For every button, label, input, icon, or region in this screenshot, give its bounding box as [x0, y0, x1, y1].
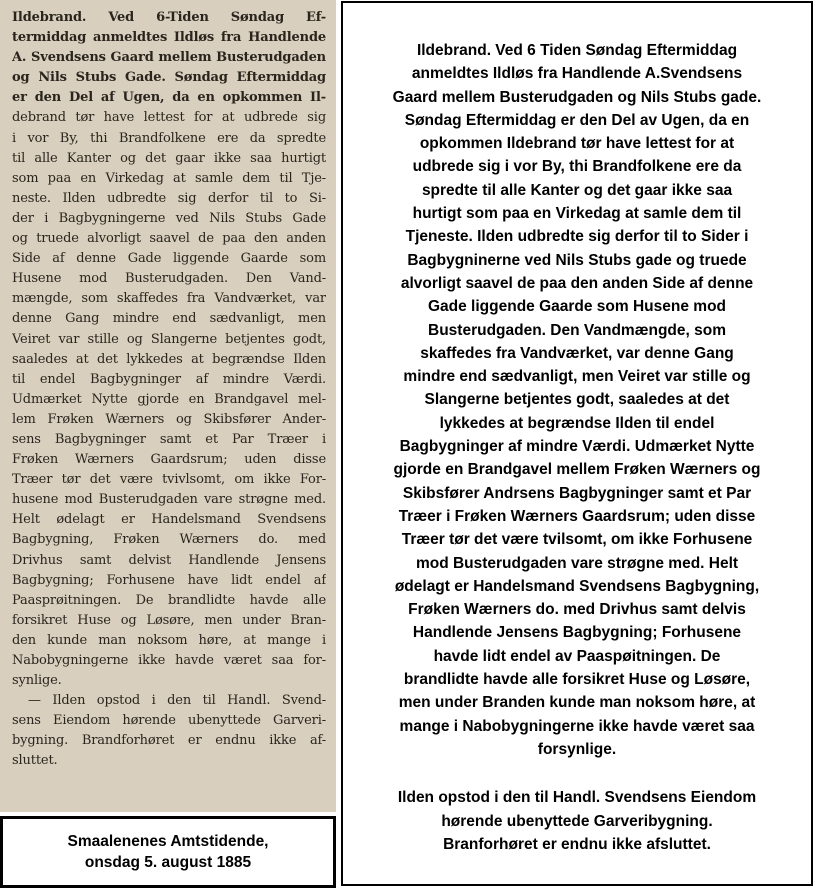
transcription-line: hørende ubenyttede Garveribygning. — [441, 812, 713, 830]
transcription-line: Slangerne betjentes godt, saaledes at det — [424, 391, 730, 409]
paragraph-gap — [353, 761, 801, 786]
transcription-line: mod Busterudgaden vare strøgne med. Helt — [415, 554, 739, 572]
clipping-line: lem Frøken Wærners og Skibsfører Ander- — [12, 411, 326, 427]
clipping-line: forsikret Huse og Løsøre, men under Bran- — [12, 612, 326, 628]
transcription-line: forsynlige. — [537, 740, 617, 758]
clipping-line: saaledes at det lykkedes at begrændse Ilden — [12, 351, 326, 367]
clipping-line: sens Eiendom hørende ubenyttede Garveri- — [12, 713, 326, 729]
clipping-line: husene mod Busterudgaden vare strøgne med. — [12, 492, 326, 508]
transcription-line: Tjeneste. Ilden udbredte sig derfor til to Sider i — [405, 228, 749, 246]
clipping-line: Bagbygning; Forhusene have lidt endel af — [12, 572, 326, 588]
clipping-line: Husene mod Busterudgaden. Den Vand- — [12, 271, 326, 287]
clipping-line: Drivhus samt delvist Handlende Jensens — [12, 552, 326, 568]
clipping-line: mængde, som skaffedes fra Vandværket, var — [12, 291, 326, 307]
caption-newspaper-name: Smaalenenes Amtstidende, — [67, 833, 269, 850]
clipping-line: neste. Ilden udbredte sig derfor til to Si- — [12, 190, 326, 206]
source-caption — [0, 816, 336, 888]
clipping-line: og truede alvorligt saavel de paa den anden — [12, 231, 326, 247]
transcription-line: Bagbygninger af mindre Værdi. Udmærket Nytte — [399, 438, 755, 456]
clipping-line: den kunde man noksom høre, at mange i — [12, 632, 326, 648]
clipping-line: til alle Kanter og det gaar ikke saa hurtigt — [12, 150, 326, 166]
clipping-line: denne Gang mindre end sædvanligt, men — [12, 311, 326, 327]
transcription-line: Gade liggende Gaarde som Husene mod — [427, 298, 727, 316]
transcription-line: havde lidt endel av Paaspøitningen. De — [433, 647, 721, 665]
transcription-line: Træer i Frøken Wærners Gaardsrum; uden disse — [398, 507, 756, 525]
clipping-line: Ildebrand. Ved 6-Tiden Søndag Ef- — [12, 10, 326, 25]
transcription-line: Skibsfører Andrsens Bagbygninger samt et Par — [402, 484, 752, 502]
transcription-line: hurtigt som paa en Virkedag at samle dem til — [412, 205, 742, 223]
transcription-line: opkommen Ildebrand tør have lettest for at — [419, 135, 735, 153]
transcription-line: Ildebrand. Ved 6 Tiden Søndag Eftermiddag — [416, 42, 738, 59]
transcription-paragraph-2 — [353, 786, 801, 856]
clipping-line: der i Bagbygningerne ved Nils Stubs Gade — [12, 210, 326, 226]
transcription-line: anmeldtes Ildløs fra Handlende A.Svendsens — [411, 65, 743, 83]
caption-date: onsdag 5. august 1885 — [84, 854, 252, 871]
clipping-line: til endel Bagbygninger af mindre Værdi. — [12, 371, 326, 387]
transcription-line: Gaard mellem Busterudgaden og Nils Stubs gade. — [392, 88, 762, 106]
clipping-line: sens Bagbygninger samt et Par Træer i — [12, 431, 326, 447]
transcription-box — [341, 1, 813, 886]
transcription-line: ødelagt er Handelsmand Svendsens Bagbygning, — [394, 577, 760, 595]
transcription-line: mange i Nabobygningerne ikke havde været saa — [399, 717, 755, 735]
clipping-line: Træer tør det være tvivlsomt, om ikke For- — [12, 472, 326, 488]
clipping-line: A. Svendsens Gaard mellem Busterudgaden — [12, 50, 326, 66]
clipping-line: — Ilden opstod i den til Handl. Svend- — [28, 693, 326, 709]
transcription-line: gjorde en Brandgavel mellem Frøken Wærners og — [393, 461, 761, 479]
clipping-line: er den Del af Ugen, da en opkommen Il- — [12, 90, 326, 106]
transcription-line: Ilden opstod i den til Handl. Svendsens Eiendom — [397, 789, 757, 807]
clipping-line: Paasprøitningen. De brandlidte havde alle — [12, 592, 326, 608]
transcription-line: Busterudgaden. Den Vandmængde, som — [428, 321, 726, 339]
clipping-line: Side af denne Gade liggende Gaarde som — [12, 251, 326, 267]
clipping-line: Veiret var stille og Slangerne betjentes godt, — [12, 331, 326, 347]
transcription-line: Frøken Wærners do. med Drivhus samt delvis — [408, 601, 746, 619]
clipping-line: Helt ødelagt er Handelsmand Svendsens — [12, 512, 326, 528]
transcription-line: udbrede sig i vor By, thi Brandfolkene ere da — [412, 158, 742, 176]
transcription-line: Bagbygninerne ved Nils Stubs gade og truede — [407, 251, 747, 269]
clipping-line: synlige. — [12, 673, 62, 689]
transcription-line: spredte til alle Kanter og det gaar ikke saa — [421, 181, 733, 199]
clipping-line: termiddag anmeldtes Ildløs fra Handlende — [12, 30, 326, 46]
clipping-line: Bagbygning, Frøken Wærners do. med — [12, 532, 326, 548]
clipping-line: sluttet. — [12, 753, 58, 769]
newspaper-clipping — [0, 0, 336, 812]
clipping-line: Udmærket Nytte gjorde en Brandgavel mel- — [12, 391, 326, 407]
clipping-line: som paa en Virkedag at samle dem til Tje- — [12, 170, 326, 186]
clipping-line: debrand tør have lettest for at udbrede sig — [12, 110, 326, 126]
clipping-line: og Nils Stubs Gade. Søndag Eftermiddag — [12, 70, 326, 86]
transcription-line: men under Branden kunde man noksom høre, at — [398, 694, 756, 712]
transcription-line: lykkedes at begrændse Ilden til endel — [439, 414, 715, 432]
clipping-line: Frøken Wærners Gaardsrum; uden disse — [12, 452, 326, 468]
transcription-paragraph-1 — [353, 39, 801, 761]
transcription-line: Handlende Jensens Bagbygning; Forhusene — [412, 624, 742, 642]
transcription-line: Branforhøret er endnu ikke afsluttet. — [443, 835, 711, 853]
transcription-line: alvorligt saavel de paa den anden Side af denne — [400, 274, 754, 292]
clipping-line: i vor By, thi Brandfolkene ere da spredte — [12, 130, 326, 146]
transcription-line: mindre end sædvanligt, men Veiret var stille og — [403, 368, 751, 386]
clipping-line: Nabobygningerne ikke havde været saa for- — [12, 653, 326, 668]
transcription-line: brandlidte havde alle forsikret Huse og Løsøre, — [403, 671, 751, 689]
transcription-line: skaffedes fra Vandværket, var denne Gang — [420, 344, 734, 362]
transcription-line: Søndag Eftermiddag er den Del av Ugen, da en — [404, 111, 750, 129]
transcription-line: Træer tør det være tvilsomt, om ikke Forhusene — [401, 531, 753, 549]
clipping-line: bygning. Brandforhøret er endnu ikke af- — [12, 733, 326, 749]
